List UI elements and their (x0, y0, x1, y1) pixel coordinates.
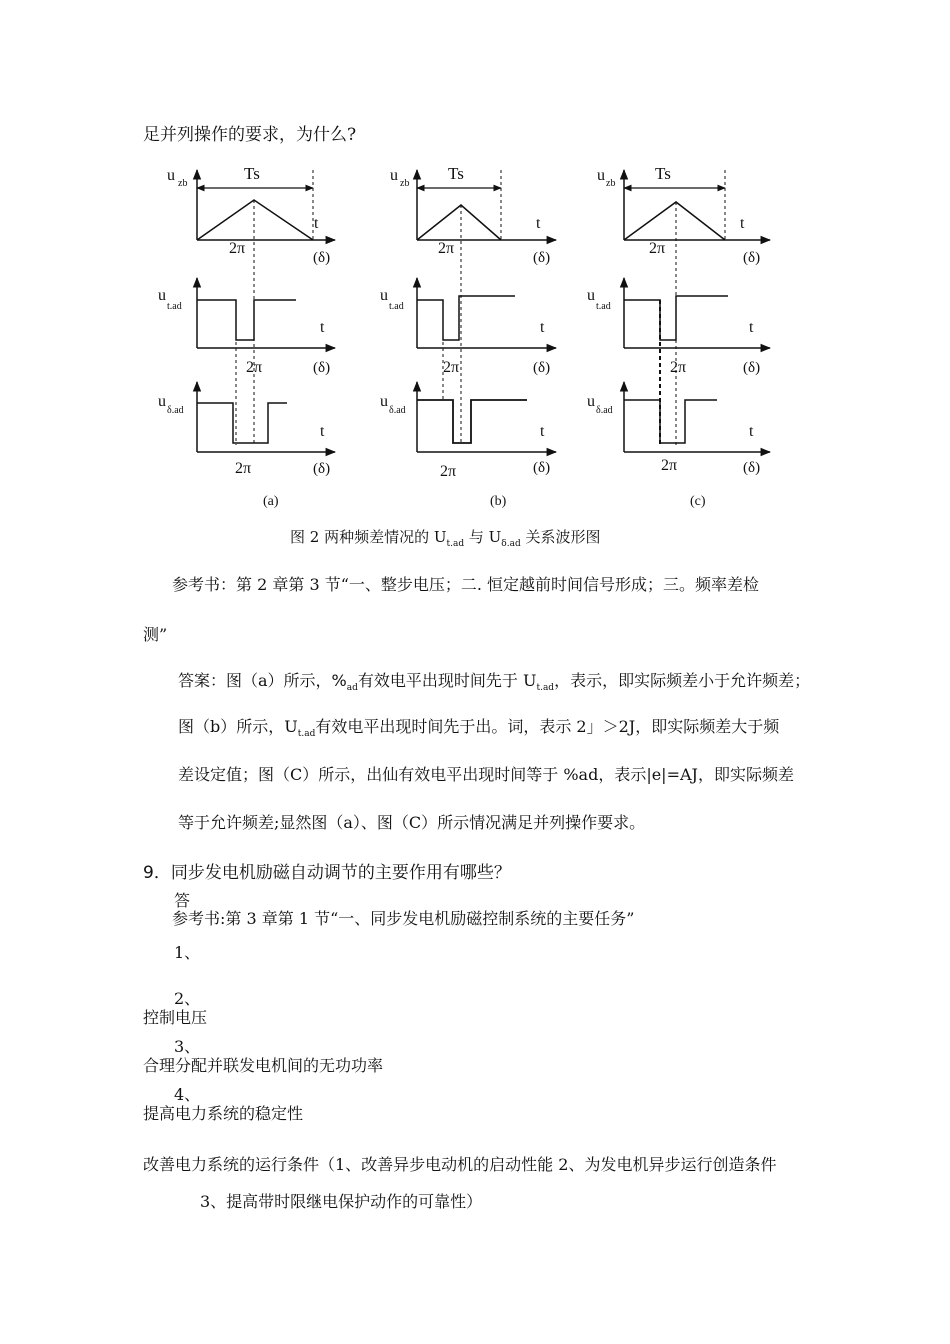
svg-text:Ts: Ts (655, 164, 671, 183)
panel-b (380, 164, 556, 509)
svg-text:(δ): (δ) (743, 360, 761, 376)
reference-line-2: 测” (143, 625, 168, 644)
svg-text:u: u (158, 393, 166, 410)
svg-text:2π: 2π (670, 359, 687, 376)
svg-text:u: u (587, 287, 595, 304)
svg-text:t: t (540, 319, 545, 336)
svg-text:(δ): (δ) (743, 250, 761, 266)
u-label: u (167, 167, 175, 184)
svg-text:zb: zb (606, 178, 616, 189)
list-item-operating-conditions: 改善电力系统的运行条件（1、改善异步电动机的启动性能 2、为发电机异步运行创造条件 (143, 1155, 777, 1174)
panel-label-a: (a) (263, 494, 279, 509)
answer-line-3: 差设定值；图（C）所示，出仙有效电平出现时间等于 %ad，表示|e|=AJ，即实际频差 (178, 765, 794, 784)
svg-text:δ.ad: δ.ad (167, 405, 184, 416)
answer-line-1: 答案：图（a）所示，$\%_{ad}$有效电平出现时间先于 $U_{t.ad}$，表示，即实际频差小于允许频差； (178, 671, 811, 694)
panel-label-c: (c) (690, 494, 706, 509)
svg-text:2π: 2π (443, 359, 460, 376)
svg-text:(δ): (δ) (313, 461, 331, 477)
svg-text:(δ): (δ) (533, 250, 551, 266)
question-tail: 足并列操作的要求，为什么? (143, 125, 357, 145)
answer-line-4: 等于允许频差;显然图（a）、图（C）所示情况满足并列操作要求。 (178, 813, 646, 832)
svg-text:Ts: Ts (448, 164, 464, 183)
svg-text:t: t (540, 423, 545, 440)
svg-text:u: u (597, 167, 605, 184)
list-item-control-voltage: 控制电压 (143, 1008, 208, 1027)
svg-text:(δ): (δ) (313, 360, 331, 376)
svg-text:(δ): (δ) (743, 460, 761, 476)
svg-text:t: t (536, 215, 541, 232)
svg-text:t.ad: t.ad (596, 301, 611, 312)
reference-line-1: 参考书：第 2 章第 3 节“一、整步电压；二. 恒定越前时间信号形成；三。频率差检 (172, 575, 760, 594)
svg-text:t: t (749, 423, 754, 440)
svg-text:2π: 2π (661, 457, 678, 474)
svg-text:t: t (320, 423, 325, 440)
svg-text:u: u (380, 287, 388, 304)
svg-text:t.ad: t.ad (167, 301, 182, 312)
ts-label: Ts (244, 164, 260, 183)
list-number-1: 1、 (174, 943, 201, 962)
list-number-4: 4、 (174, 1085, 201, 1104)
list-item-reactive-power: 合理分配并联发电机间的无功功率 (143, 1056, 384, 1075)
svg-text:2π: 2π (438, 240, 455, 257)
svg-text:t: t (314, 215, 319, 232)
list-item-operating-conditions-cont: 3、提高带时限继电保护动作的可靠性） (200, 1192, 483, 1211)
svg-text:2π: 2π (229, 240, 246, 257)
list-number-2: 2、 (174, 989, 201, 1008)
list-item-stability: 提高电力系统的稳定性 (143, 1104, 304, 1123)
panel-a (158, 164, 335, 509)
svg-text:u: u (390, 167, 398, 184)
svg-text:t.ad: t.ad (389, 301, 404, 312)
svg-text:u: u (380, 393, 388, 410)
svg-text:δ.ad: δ.ad (389, 405, 406, 416)
svg-text:u: u (587, 393, 595, 410)
svg-text:(δ): (δ) (313, 250, 331, 266)
panel-c (587, 164, 770, 509)
answer-line-2: 图（b）所示，$U_{t.ad}$有效电平出现时间先于出。词，表示 2」＞2J，即实际频差大于频 (178, 717, 780, 740)
svg-text:2π: 2π (246, 359, 263, 376)
answer-char: 答 (174, 891, 191, 910)
svg-text:t: t (320, 319, 325, 336)
svg-text:(δ): (δ) (533, 360, 551, 376)
list-number-3: 3、 (174, 1037, 201, 1056)
svg-text:t: t (740, 215, 745, 232)
q9-reference: 参考书:第 3 章第 1 节“一、同步发电机励磁控制系统的主要任务” (172, 909, 635, 928)
svg-text:δ.ad: δ.ad (596, 405, 613, 416)
figure-caption: 图 2 两种频差情况的 $U_{t.ad}$ 与 $U_{\delta.ad}$ 关系波形图 (290, 528, 601, 549)
svg-text:2π: 2π (649, 240, 666, 257)
panel-label-b: (b) (490, 494, 507, 509)
svg-text:(δ): (δ) (533, 460, 551, 476)
svg-text:zb: zb (400, 178, 410, 189)
question-9-title: 9．同步发电机励磁自动调节的主要作用有哪些？ (143, 863, 511, 883)
svg-text:2π: 2π (235, 460, 252, 477)
svg-text:u: u (158, 287, 166, 304)
svg-text:2π: 2π (440, 463, 457, 480)
svg-text:zb: zb (178, 178, 188, 189)
svg-text:t: t (749, 319, 754, 336)
